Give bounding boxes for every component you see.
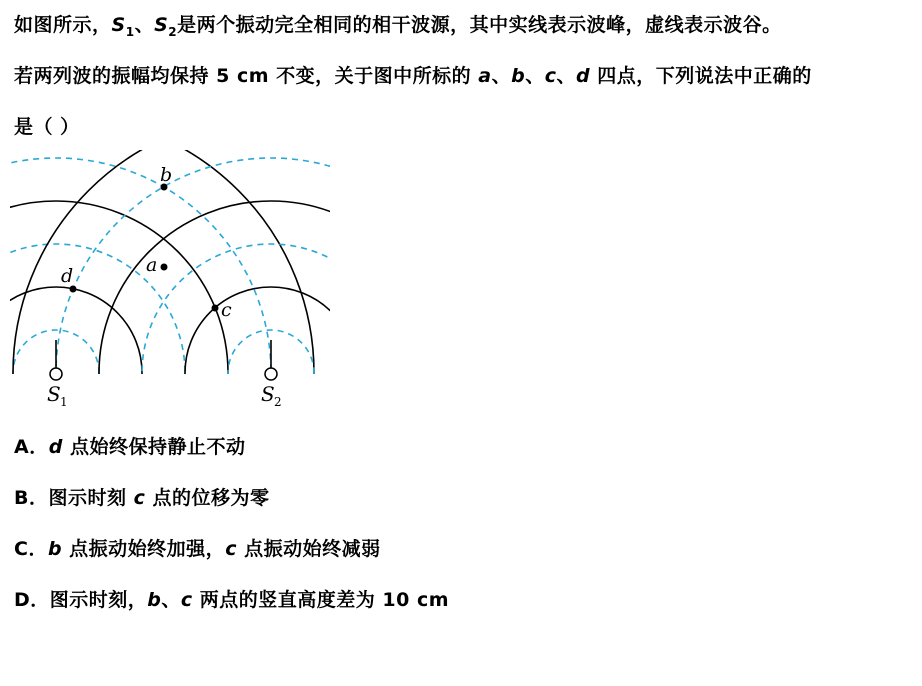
source-s2-label-sub: 2 xyxy=(274,395,282,409)
option-c-text-2: 点振动始终减弱 xyxy=(236,538,381,560)
option-a-prefix: A． xyxy=(14,436,49,458)
source-s1-symbol: S xyxy=(111,14,126,36)
point-d-label: d xyxy=(61,265,74,287)
option-c-text-1: 点振动始终加强， xyxy=(62,538,226,560)
option-b[interactable] xyxy=(14,483,270,510)
wave-interference-diagram xyxy=(10,150,330,412)
point-a-symbol: a xyxy=(478,65,492,87)
option-a-variable: d xyxy=(48,436,63,458)
source-s2-label: S xyxy=(261,382,275,406)
s1-crest-2 xyxy=(10,201,228,412)
option-b-prefix: B．图示时刻 xyxy=(14,487,134,509)
question-text: 如图所示， xyxy=(14,14,112,36)
point-b-symbol: b xyxy=(511,65,526,87)
separator: 、 xyxy=(161,589,181,611)
option-c-prefix: C． xyxy=(14,538,48,560)
s2-crest-1 xyxy=(185,287,330,412)
source-s1-label-sub: 1 xyxy=(60,395,68,409)
source-s1-subscript: 1 xyxy=(125,24,135,39)
question-text: 若两列波的振幅均保持 5 cm 不变，关于图中所标的 xyxy=(14,65,479,87)
option-d-variable-2: c xyxy=(180,589,193,611)
s1-trough-3 xyxy=(10,158,271,412)
separator: 、 xyxy=(491,65,512,87)
point-a-dot xyxy=(161,264,168,271)
point-b-label: b xyxy=(160,164,173,186)
option-c[interactable] xyxy=(14,534,381,561)
option-c-variable-1: b xyxy=(47,538,63,560)
option-d[interactable] xyxy=(14,585,449,612)
source-s2-marker xyxy=(265,368,277,380)
s2-trough-2 xyxy=(142,244,330,412)
option-d-text: 两点的竖直高度差为 10 cm xyxy=(192,589,450,611)
question-line-1 xyxy=(14,10,782,39)
source-s1-label: S xyxy=(47,382,61,406)
point-a-label: a xyxy=(146,254,158,276)
option-a[interactable] xyxy=(14,432,245,459)
separator: 、 xyxy=(134,14,155,36)
point-d-symbol: d xyxy=(576,65,591,87)
point-c-dot xyxy=(212,305,219,312)
source-s1-marker xyxy=(50,368,62,380)
s1-crest-1 xyxy=(10,287,142,412)
source-s2-symbol: S xyxy=(154,14,169,36)
separator: 、 xyxy=(556,65,576,87)
question-line-3 xyxy=(14,112,80,139)
point-c-symbol: c xyxy=(544,65,557,87)
separator: 、 xyxy=(525,65,545,87)
question-text: 是（ ） xyxy=(14,116,80,138)
option-d-variable-1: b xyxy=(147,589,162,611)
s2-trough-3 xyxy=(56,158,330,412)
question-line-2 xyxy=(14,61,812,88)
option-d-prefix: D．图示时刻， xyxy=(14,589,148,611)
s1-trough-2 xyxy=(10,244,185,412)
point-c-label: c xyxy=(221,299,232,321)
option-b-text: 点的位移为零 xyxy=(145,487,270,509)
option-c-variable-2: c xyxy=(225,538,237,560)
option-b-variable: c xyxy=(133,487,146,509)
option-a-text: 点始终保持静止不动 xyxy=(62,436,246,458)
source-s2-subscript: 2 xyxy=(168,24,178,39)
question-text: 是两个振动完全相同的相干波源，其中实线表示波峰，虚线表示波谷。 xyxy=(177,14,782,36)
question-text: 四点，下列说法中正确的 xyxy=(590,65,812,87)
